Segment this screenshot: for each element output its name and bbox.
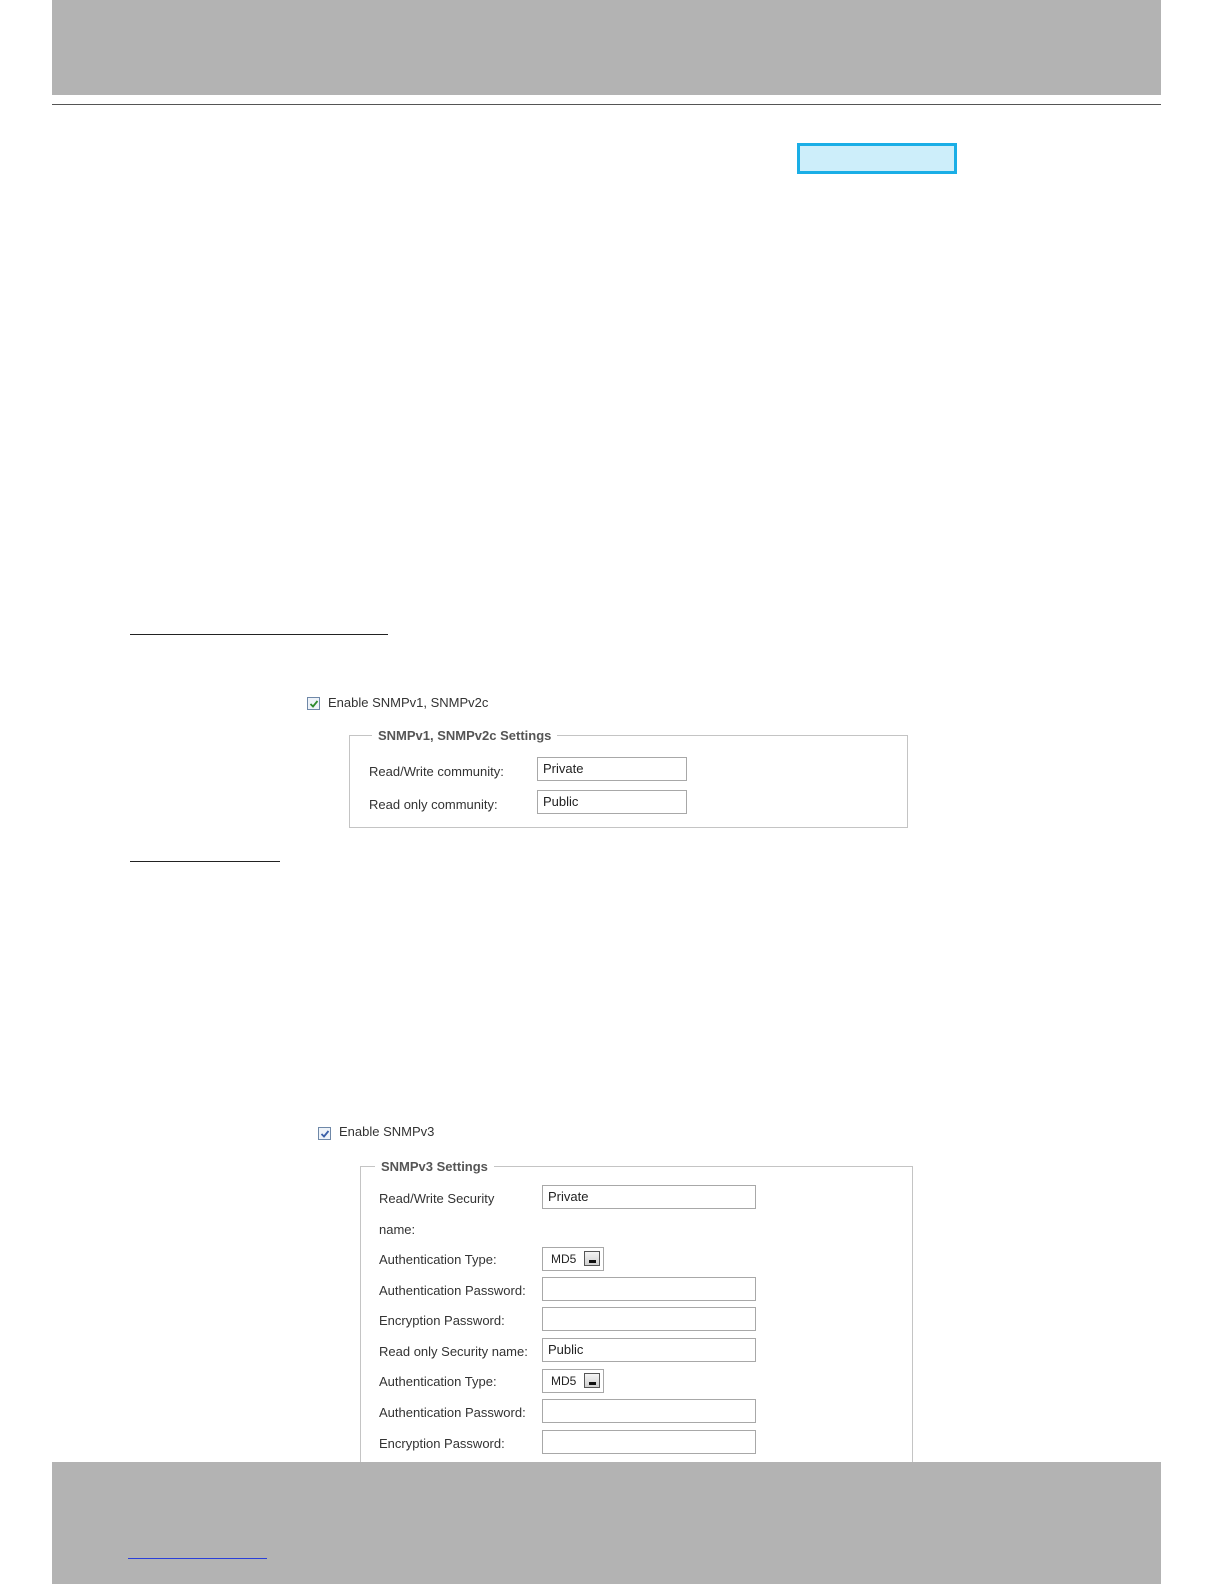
rw-security-name-label-cont: name: bbox=[379, 1222, 416, 1237]
rw-security-name-label: Read/Write Security bbox=[379, 1191, 495, 1206]
rw-community-input[interactable]: Private bbox=[537, 757, 687, 781]
page-header-band bbox=[52, 0, 1161, 95]
highlighted-nav-tab[interactable] bbox=[797, 143, 957, 174]
enc-password-label: Encryption Password: bbox=[379, 1313, 505, 1328]
ro-community-input[interactable]: Public bbox=[537, 790, 687, 814]
snmpv1-v2c-settings-group bbox=[349, 735, 908, 828]
enable-snmpv3-checkbox[interactable] bbox=[318, 1127, 331, 1140]
enable-snmpv1-v2c-label: Enable SNMPv1, SNMPv2c bbox=[328, 695, 489, 710]
page-footer-band bbox=[52, 1462, 1161, 1584]
ro-auth-type-value: MD5 bbox=[551, 1374, 577, 1388]
ro-auth-type-label: Authentication Type: bbox=[379, 1374, 497, 1389]
snmpv1-v2c-settings-legend: SNMPv1, SNMPv2c Settings bbox=[372, 728, 557, 743]
checkmark-icon bbox=[320, 1129, 330, 1139]
enc-password-input[interactable] bbox=[542, 1307, 756, 1331]
ro-auth-password-input[interactable] bbox=[542, 1399, 756, 1423]
auth-type-value: MD5 bbox=[551, 1252, 577, 1266]
section-heading-underline bbox=[130, 634, 388, 635]
enable-snmpv1-v2c-checkbox[interactable] bbox=[307, 697, 320, 710]
auth-type-label: Authentication Type: bbox=[379, 1252, 497, 1267]
auth-type-select[interactable] bbox=[542, 1247, 604, 1271]
footer-link-underline[interactable] bbox=[128, 1558, 267, 1559]
enable-snmpv3-label: Enable SNMPv3 bbox=[339, 1124, 435, 1139]
ro-security-name-input[interactable]: Public bbox=[542, 1338, 756, 1362]
auth-password-label: Authentication Password: bbox=[379, 1283, 526, 1298]
ro-enc-password-label: Encryption Password: bbox=[379, 1436, 505, 1451]
auth-password-input[interactable] bbox=[542, 1277, 756, 1301]
dropdown-arrow-icon[interactable] bbox=[584, 1251, 600, 1266]
section-heading-underline bbox=[130, 861, 280, 862]
ro-enc-password-input[interactable] bbox=[542, 1430, 756, 1454]
rw-security-name-input[interactable]: Private bbox=[542, 1185, 756, 1209]
ro-community-label: Read only community: bbox=[369, 797, 498, 812]
ro-auth-type-select[interactable] bbox=[542, 1369, 604, 1393]
ro-auth-password-label: Authentication Password: bbox=[379, 1405, 526, 1420]
snmpv3-settings-legend: SNMPv3 Settings bbox=[375, 1159, 494, 1174]
rw-community-label: Read/Write community: bbox=[369, 764, 504, 779]
dropdown-arrow-icon[interactable] bbox=[584, 1373, 600, 1388]
header-divider bbox=[52, 104, 1161, 105]
ro-security-name-label: Read only Security name: bbox=[379, 1344, 528, 1359]
checkmark-icon bbox=[309, 699, 319, 709]
